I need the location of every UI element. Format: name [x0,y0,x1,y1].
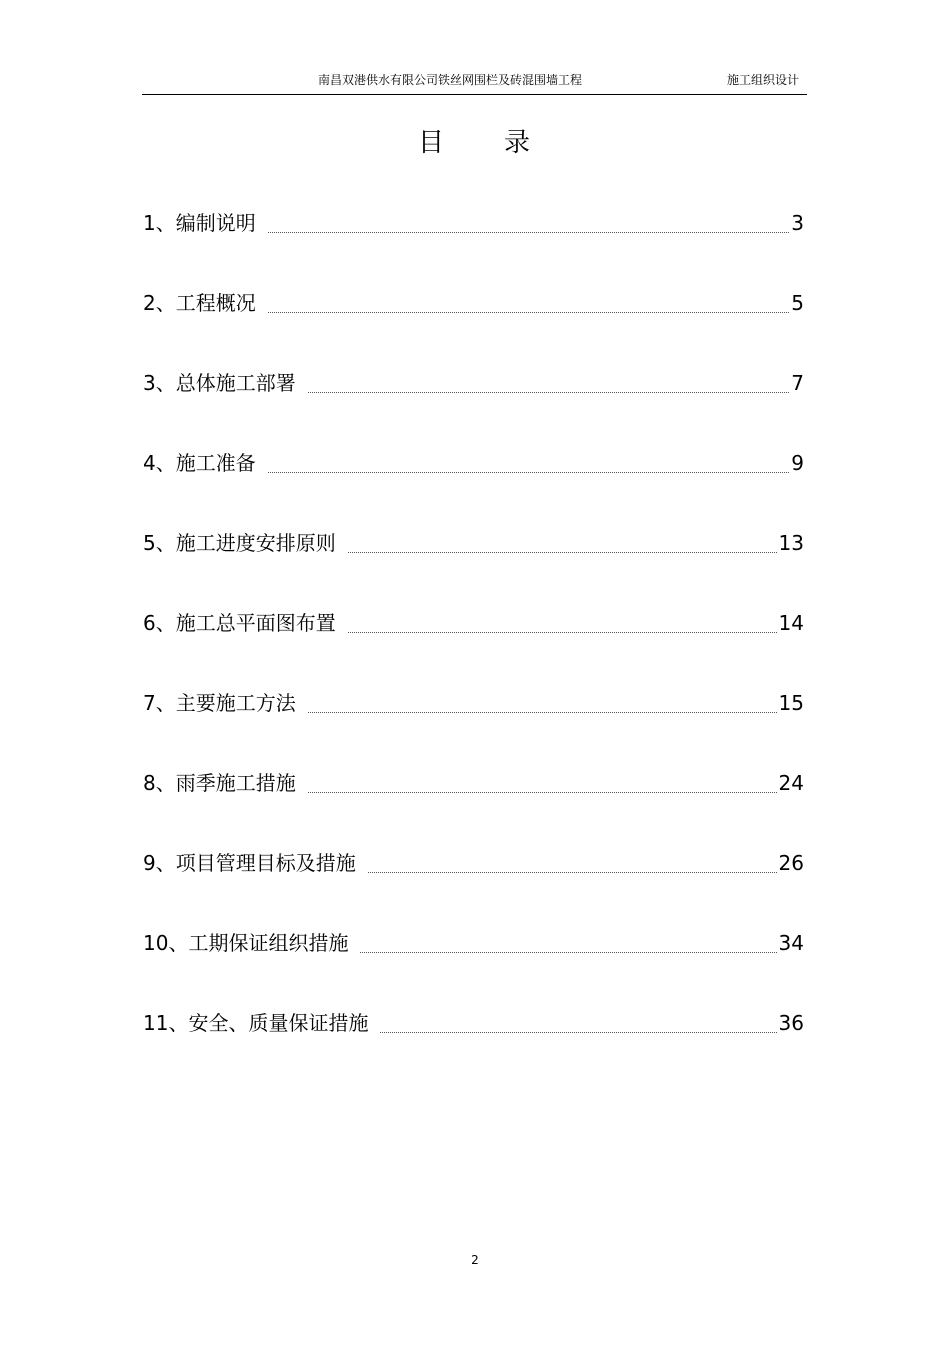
toc-dot-leader [268,471,790,473]
toc-entry-label: 5、施工进度安排原则 [143,531,336,555]
toc-dot-leader [308,791,777,793]
header-document-type: 施工组织设计 [726,73,799,87]
toc-entry-label: 9、项目管理目标及措施 [143,851,356,875]
page-number: 2 [471,1253,479,1267]
toc-entry-page: 24 [778,771,804,795]
toc-title-char-1: 目 [417,128,446,158]
toc-entry[interactable] [143,400,804,480]
toc-entry-label: 11、安全、质量保证措施 [143,1011,369,1035]
toc-entry-page: 14 [778,611,804,635]
toc-dot-leader [268,311,790,313]
toc-entry[interactable] [143,640,804,720]
toc-entry[interactable] [143,480,804,560]
toc-dot-leader [308,391,790,393]
toc-entry-label: 4、施工准备 [143,451,256,475]
toc-entry-page: 36 [778,1011,804,1035]
toc-entry[interactable] [143,960,804,1040]
toc-entry-page: 9 [791,451,804,475]
toc-entry[interactable] [143,720,804,800]
toc-title [0,122,950,159]
toc-entry-page: 3 [791,211,804,235]
toc-dot-leader [380,1031,776,1033]
toc-entry-page: 5 [791,291,804,315]
toc-entry[interactable] [143,320,804,400]
toc-entry-page: 15 [778,691,804,715]
toc-entry[interactable] [143,800,804,880]
toc-entry-page: 34 [778,931,804,955]
toc-dot-leader [268,231,790,233]
toc-dot-leader [308,711,777,713]
toc-entry[interactable] [143,560,804,640]
toc-entry-page: 26 [778,851,804,875]
table-of-contents [143,206,804,1040]
toc-dot-leader [348,631,777,633]
page-header [142,68,807,95]
toc-dot-leader [360,951,776,953]
toc-entry-page: 7 [791,371,804,395]
toc-title-char-2: 录 [504,128,533,158]
toc-entry[interactable] [143,240,804,320]
toc-entry[interactable] [143,880,804,960]
toc-entry[interactable] [143,206,804,240]
toc-entry-label: 10、工期保证组织措施 [143,931,349,955]
toc-entry-label: 7、主要施工方法 [143,691,296,715]
toc-dot-leader [368,871,777,873]
header-project-title: 南昌双港供水有限公司铁丝网围栏及砖混围墙工程 [318,73,583,87]
toc-dot-leader [348,551,777,553]
toc-entry-label: 3、总体施工部署 [143,371,296,395]
toc-entry-page: 13 [778,531,804,555]
toc-entry-label: 1、编制说明 [143,211,256,235]
toc-entry-label: 6、施工总平面图布置 [143,611,336,635]
toc-entry-label: 2、工程概况 [143,291,256,315]
toc-entry-label: 8、雨季施工措施 [143,771,296,795]
